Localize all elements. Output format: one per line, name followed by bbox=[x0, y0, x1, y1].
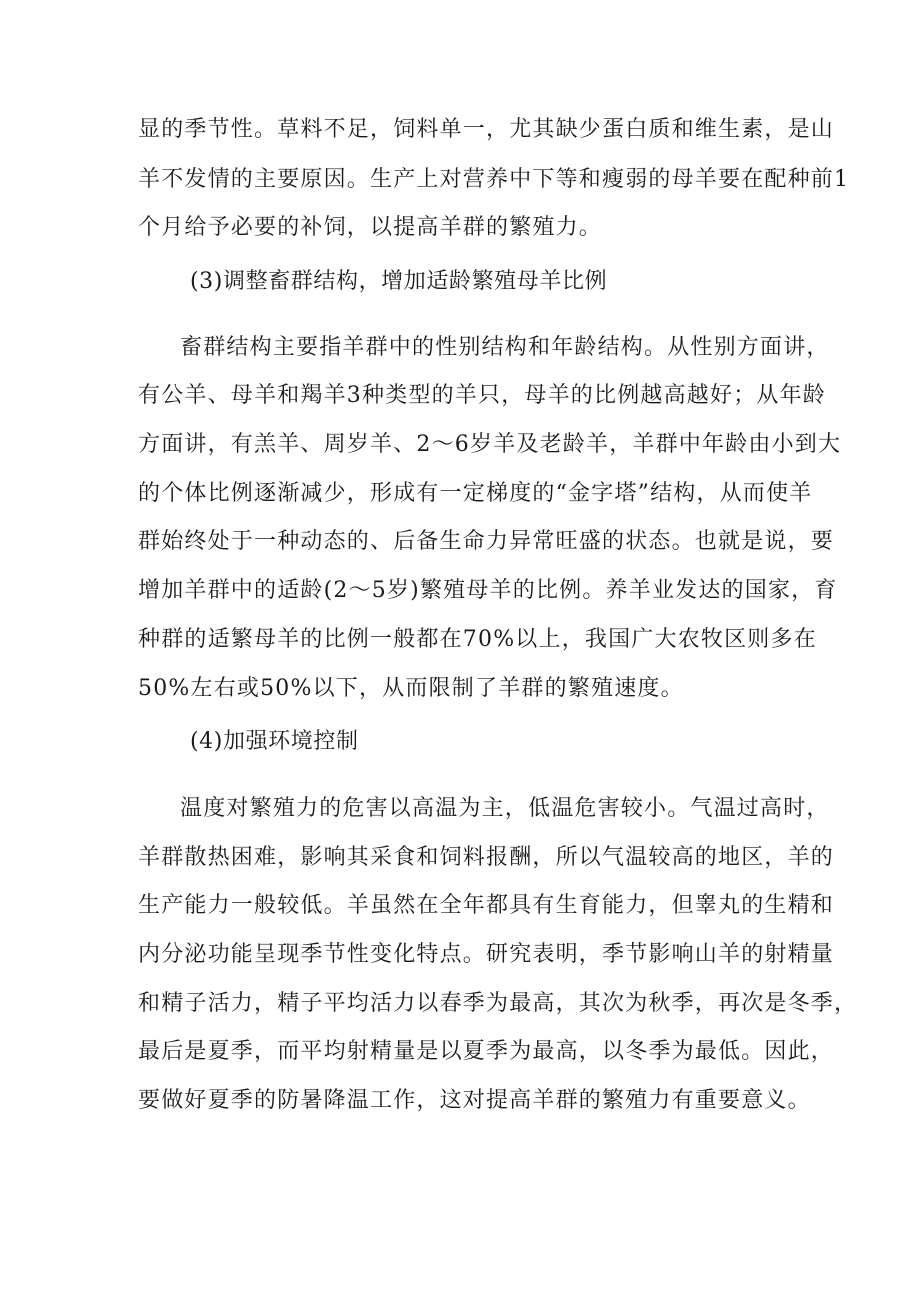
text-line: 种群的适繁母羊的比例一般都在70%以上，我国广大农牧区则多在 bbox=[138, 627, 817, 652]
text-line: 最后是夏季，而平均射精量是以夏季为最高，以冬季为最低。因此， bbox=[138, 1039, 835, 1064]
text-line: 的个体比例逐渐减少，形成有一定梯度的“金字塔”结构，从而使羊 bbox=[138, 481, 813, 506]
text-line: 生产能力一般较低。羊虽然在全年都具有生育能力，但睾丸的生精和 bbox=[138, 893, 835, 918]
text-line: 增加羊群中的适龄(2～5岁)繁殖母羊的比例。养羊业发达的国家，育 bbox=[138, 578, 838, 603]
text-line: 50%左右或50%以下，从而限制了羊群的繁殖速度。 bbox=[138, 676, 684, 701]
text-line: 有公羊、母羊和羯羊3种类型的羊只，母羊的比例越高越好；从年龄 bbox=[138, 383, 826, 408]
section-heading: (3)调整畜群结构，增加适龄繁殖母羊比例 bbox=[190, 269, 608, 294]
text-line: 方面讲，有羔羊、周岁羊、2～6岁羊及老龄羊，羊群中年龄由小到大 bbox=[138, 432, 842, 457]
text-line: 内分泌功能呈现季节性变化特点。研究表明，季节影响山羊的射精量 bbox=[138, 942, 835, 967]
text-line: 要做好夏季的防暑降温工作，这对提高羊群的繁殖力有重要意义。 bbox=[138, 1088, 811, 1113]
section-heading: (4)加强环境控制 bbox=[190, 729, 359, 754]
text-line: 个月给予必要的补饲，以提高羊群的繁殖力。 bbox=[138, 215, 603, 240]
text-line: 羊群散热困难，影响其采食和饲料报酬，所以气温较高的地区，羊的 bbox=[138, 845, 835, 870]
text-line: 群始终处于一种动态的、后备生命力异常旺盛的状态。也就是说，要 bbox=[138, 529, 835, 554]
text-line: 羊不发情的主要原因。生产上对营养中下等和瘦弱的母羊要在配种前1 bbox=[138, 167, 850, 192]
text-line: 温度对繁殖力的危害以高温为主，低温危害较小。气温过高时， bbox=[180, 796, 830, 821]
text-line: 畜群结构主要指羊群中的性别结构和年龄结构。从性别方面讲， bbox=[180, 335, 830, 360]
text-line: 显的季节性。草料不足，饲料单一，尤其缺少蛋白质和维生素，是山 bbox=[138, 117, 835, 142]
text-line: 和精子活力，精子平均活力以春季为最高，其次为秋季，再次是冬季， bbox=[138, 991, 858, 1016]
